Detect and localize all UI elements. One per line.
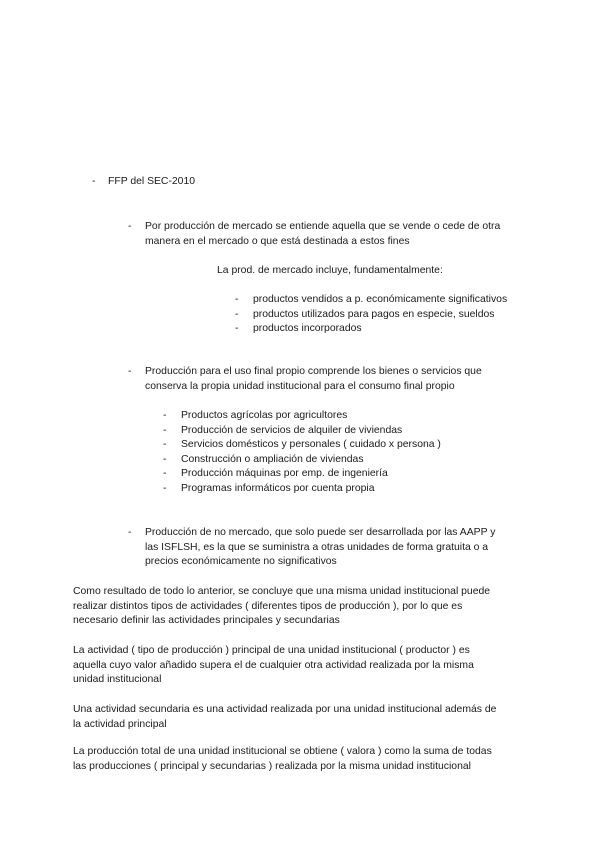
text-line: La producción total de una unidad institucional se obtiene ( valora ) como la suma de todas [73, 746, 492, 757]
text-line: la actividad principal [73, 718, 167, 730]
market-subheading: La prod. de mercado incluye, fundamentalmente: [217, 265, 443, 276]
paragraph-activities [73, 585, 533, 629]
text-line: precios económicamente no significativos [145, 556, 337, 567]
text-line: realizar distintos tipos de actividades ( diferentes tipos de producción ), por lo que es [73, 600, 463, 612]
market-definition [145, 220, 545, 249]
text-line: conserva la propia unidad institucional para el consumo final propio [145, 380, 455, 392]
text-line: las ISFLSH, es la que se suministra a otras unidades de forma gratuita o a [145, 541, 489, 553]
section-heading: FFP del SEC-2010 [108, 176, 196, 187]
text-line: necesario definir las actividades principales y secundarias [73, 615, 340, 626]
text-line: Como resultado de todo lo anterior, se concluye que una misma unidad institucional puede [73, 586, 491, 597]
text-line: las producciones ( principal y secundarias ) realizada por la misma unidad institucional [73, 760, 471, 772]
text-line: Producción para el uso final propio comprende los bienes o servicios que [145, 366, 482, 377]
non-market-definition [145, 526, 545, 570]
non-market-bullet: - [128, 527, 132, 538]
text-line: La actividad ( tipo de producción ) principal de una unidad institucional ( productor ) es [73, 645, 470, 656]
text-line: manera en el mercado o que está destinada a estos fines [145, 235, 410, 247]
text-line: Producción de no mercado, que solo puede ser desarrollada por las AAPP y [145, 527, 496, 538]
text-line: Por producción de mercado se entiende aquella que se vende o cede de otra [145, 221, 501, 232]
heading-bullet: - [92, 176, 96, 187]
paragraph-principal-activity [73, 644, 533, 688]
text-line: Una actividad secundaria es una actividad realizada por una unidad institucional además de [73, 704, 497, 715]
paragraph-secondary-activity [73, 703, 533, 732]
paragraph-total-production [73, 745, 533, 774]
text-line: unidad institucional [73, 674, 162, 685]
own-use-bullet: - [128, 366, 132, 377]
own-use-definition [145, 365, 545, 394]
text-line: aquella cuyo valor añadido supera el de cualquier otra actividad realizada por la misma [73, 659, 474, 671]
market-bullet: - [128, 221, 132, 232]
